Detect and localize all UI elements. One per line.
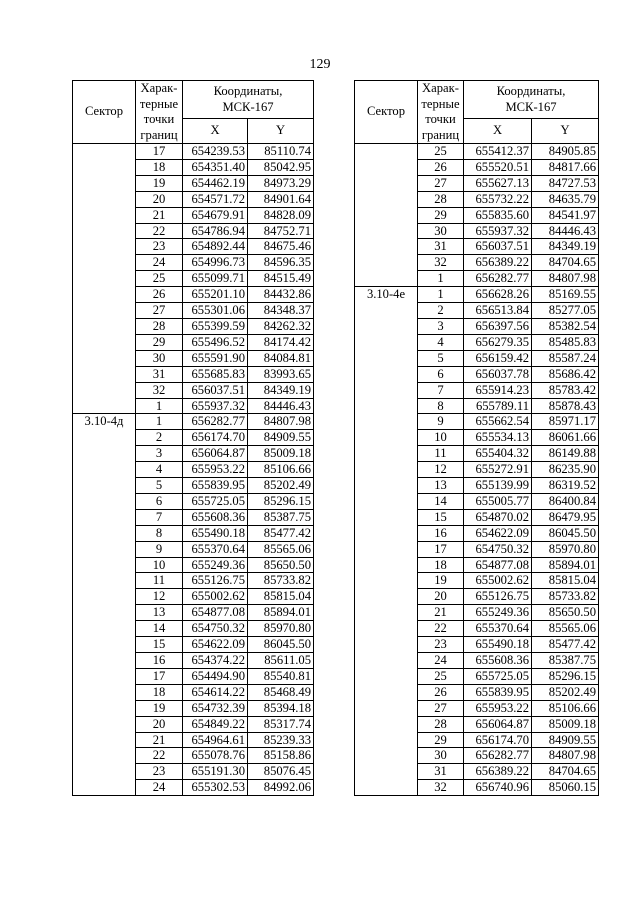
x-cell: 656389.22 [464, 764, 532, 780]
x-cell: 655608.36 [464, 653, 532, 669]
x-cell: 655520.51 [464, 159, 532, 175]
x-cell: 654849.22 [183, 716, 248, 732]
y-cell: 84817.66 [532, 159, 599, 175]
point-cell: 18 [136, 684, 183, 700]
x-cell: 654996.73 [183, 255, 248, 271]
point-cell: 14 [136, 621, 183, 637]
y-cell: 84727.53 [532, 175, 599, 191]
x-cell: 654351.40 [183, 159, 248, 175]
y-cell: 84348.37 [248, 303, 314, 319]
x-cell: 655139.99 [464, 478, 532, 494]
points-header: Харак- терные точки границ [136, 81, 183, 144]
x-cell: 655078.76 [183, 748, 248, 764]
point-cell: 7 [418, 382, 464, 398]
x-cell: 655732.22 [464, 191, 532, 207]
y-cell: 85565.06 [532, 621, 599, 637]
point-cell: 22 [136, 748, 183, 764]
y-cell: 84807.98 [532, 271, 599, 287]
point-cell: 4 [136, 462, 183, 478]
x-cell: 654622.09 [183, 637, 248, 653]
x-cell: 654750.32 [183, 621, 248, 637]
point-cell: 19 [418, 573, 464, 589]
sector-cell: 3.10-4е [355, 287, 418, 796]
x-cell: 655272.91 [464, 462, 532, 478]
y-header: Y [532, 119, 599, 144]
point-cell: 20 [136, 716, 183, 732]
x-cell: 655126.75 [183, 573, 248, 589]
y-cell: 84446.43 [248, 398, 314, 414]
y-cell: 84635.79 [532, 191, 599, 207]
x-cell: 655725.05 [183, 493, 248, 509]
point-cell: 1 [136, 398, 183, 414]
points-header: Харак- терные точки границ [418, 81, 464, 144]
x-cell: 654614.22 [183, 684, 248, 700]
y-cell: 84704.65 [532, 255, 599, 271]
point-cell: 28 [136, 318, 183, 334]
point-cell: 6 [418, 366, 464, 382]
coordinates-header: Координаты, МСК-167 [183, 81, 314, 119]
x-cell: 656064.87 [464, 716, 532, 732]
point-cell: 10 [418, 430, 464, 446]
x-cell: 655789.11 [464, 398, 532, 414]
point-cell: 15 [418, 509, 464, 525]
point-cell: 32 [418, 255, 464, 271]
y-cell: 84596.35 [248, 255, 314, 271]
x-cell: 655685.83 [183, 366, 248, 382]
table-row [355, 287, 599, 303]
x-cell: 655662.54 [464, 414, 532, 430]
point-cell: 12 [418, 462, 464, 478]
point-cell: 16 [418, 525, 464, 541]
x-cell: 655002.62 [183, 589, 248, 605]
x-cell: 655370.64 [464, 621, 532, 637]
y-cell: 86235.90 [532, 462, 599, 478]
y-cell: 85169.55 [532, 287, 599, 303]
y-cell: 85382.54 [532, 318, 599, 334]
point-cell: 12 [136, 589, 183, 605]
x-cell: 655399.59 [183, 318, 248, 334]
y-cell: 85733.82 [532, 589, 599, 605]
x-cell: 655608.36 [183, 509, 248, 525]
y-cell: 85394.18 [248, 700, 314, 716]
y-cell: 84704.65 [532, 764, 599, 780]
point-cell: 21 [136, 732, 183, 748]
point-cell: 18 [136, 159, 183, 175]
point-cell: 8 [136, 525, 183, 541]
point-cell: 29 [418, 732, 464, 748]
point-cell: 9 [136, 541, 183, 557]
y-cell: 84541.97 [532, 207, 599, 223]
y-cell: 85468.49 [248, 684, 314, 700]
x-cell: 656282.77 [464, 271, 532, 287]
y-cell: 84807.98 [532, 748, 599, 764]
x-cell: 655301.06 [183, 303, 248, 319]
y-cell: 84828.09 [248, 207, 314, 223]
y-cell: 84905.85 [532, 144, 599, 160]
x-cell: 654571.72 [183, 191, 248, 207]
y-cell: 85277.05 [532, 303, 599, 319]
x-cell: 654732.39 [183, 700, 248, 716]
point-cell: 28 [418, 191, 464, 207]
y-cell: 84174.42 [248, 334, 314, 350]
x-cell: 654462.19 [183, 175, 248, 191]
point-cell: 1 [136, 414, 183, 430]
y-cell: 85317.74 [248, 716, 314, 732]
y-cell: 85202.49 [248, 478, 314, 494]
x-cell: 655835.60 [464, 207, 532, 223]
point-cell: 7 [136, 509, 183, 525]
x-cell: 655302.53 [183, 780, 248, 796]
x-cell: 655490.18 [183, 525, 248, 541]
y-cell: 85971.17 [532, 414, 599, 430]
point-cell: 13 [136, 605, 183, 621]
x-cell: 655249.36 [183, 557, 248, 573]
x-cell: 654750.32 [464, 541, 532, 557]
x-cell: 654679.91 [183, 207, 248, 223]
x-cell: 656282.77 [464, 748, 532, 764]
y-cell: 84675.46 [248, 239, 314, 255]
point-cell: 2 [418, 303, 464, 319]
x-cell: 655914.23 [464, 382, 532, 398]
y-cell: 85076.45 [248, 764, 314, 780]
y-cell: 84446.43 [532, 223, 599, 239]
x-cell: 655099.71 [183, 271, 248, 287]
table-row [73, 414, 314, 430]
y-cell: 86061.66 [532, 430, 599, 446]
point-cell: 6 [136, 493, 183, 509]
point-cell: 25 [418, 668, 464, 684]
y-cell: 85587.24 [532, 350, 599, 366]
x-cell: 655953.22 [464, 700, 532, 716]
point-cell: 11 [418, 446, 464, 462]
x-cell: 655953.22 [183, 462, 248, 478]
y-cell: 83993.65 [248, 366, 314, 382]
y-cell: 85158.86 [248, 748, 314, 764]
y-cell: 85477.42 [248, 525, 314, 541]
x-cell: 654494.90 [183, 668, 248, 684]
coordinates-table-left [72, 80, 314, 796]
point-cell: 31 [418, 239, 464, 255]
y-cell: 85296.15 [248, 493, 314, 509]
point-cell: 24 [136, 255, 183, 271]
x-cell: 655191.30 [183, 764, 248, 780]
x-cell: 654870.02 [464, 509, 532, 525]
y-cell: 85733.82 [248, 573, 314, 589]
x-cell: 655370.64 [183, 541, 248, 557]
point-cell: 25 [418, 144, 464, 160]
point-cell: 29 [136, 334, 183, 350]
y-cell: 85042.95 [248, 159, 314, 175]
point-cell: 4 [418, 334, 464, 350]
point-cell: 15 [136, 637, 183, 653]
point-cell: 24 [136, 780, 183, 796]
y-cell: 85239.33 [248, 732, 314, 748]
x-cell: 655534.13 [464, 430, 532, 446]
x-cell: 655249.36 [464, 605, 532, 621]
y-cell: 85060.15 [532, 780, 599, 796]
point-cell: 2 [136, 430, 183, 446]
sector-cell: 3.10-4д [73, 414, 136, 796]
x-cell: 655005.77 [464, 493, 532, 509]
point-cell: 30 [136, 350, 183, 366]
point-cell: 23 [418, 637, 464, 653]
y-cell: 84973.29 [248, 175, 314, 191]
sector-cell [73, 144, 136, 414]
point-cell: 5 [136, 478, 183, 494]
y-cell: 84084.81 [248, 350, 314, 366]
point-cell: 30 [418, 748, 464, 764]
y-cell: 86400.84 [532, 493, 599, 509]
y-cell: 85477.42 [532, 637, 599, 653]
table-row [355, 144, 599, 160]
point-cell: 1 [418, 287, 464, 303]
x-cell: 654622.09 [464, 525, 532, 541]
point-cell: 9 [418, 414, 464, 430]
y-cell: 85009.18 [532, 716, 599, 732]
point-cell: 17 [418, 541, 464, 557]
y-cell: 85106.66 [248, 462, 314, 478]
point-cell: 5 [418, 350, 464, 366]
y-cell: 85650.50 [248, 557, 314, 573]
point-cell: 13 [418, 478, 464, 494]
x-cell: 655839.95 [464, 684, 532, 700]
point-cell: 27 [136, 303, 183, 319]
coordinates-header: Координаты, МСК-167 [464, 81, 599, 119]
x-cell: 655839.95 [183, 478, 248, 494]
x-cell: 656174.70 [464, 732, 532, 748]
x-cell: 655591.90 [183, 350, 248, 366]
x-cell: 655404.32 [464, 446, 532, 462]
y-cell: 84909.55 [532, 732, 599, 748]
point-cell: 18 [418, 557, 464, 573]
point-cell: 22 [418, 621, 464, 637]
y-cell: 84992.06 [248, 780, 314, 796]
point-cell: 23 [136, 239, 183, 255]
sector-cell [355, 144, 418, 287]
point-cell: 14 [418, 493, 464, 509]
y-cell: 85894.01 [248, 605, 314, 621]
point-cell: 27 [418, 175, 464, 191]
x-cell: 656037.51 [183, 382, 248, 398]
point-cell: 10 [136, 557, 183, 573]
point-cell: 29 [418, 207, 464, 223]
point-cell: 32 [136, 382, 183, 398]
x-cell: 655627.13 [464, 175, 532, 191]
y-cell: 85878.43 [532, 398, 599, 414]
x-cell: 655126.75 [464, 589, 532, 605]
y-cell: 84807.98 [248, 414, 314, 430]
y-cell: 84515.49 [248, 271, 314, 287]
x-cell: 656389.22 [464, 255, 532, 271]
point-cell: 21 [418, 605, 464, 621]
x-cell: 655412.37 [464, 144, 532, 160]
x-cell: 655496.52 [183, 334, 248, 350]
x-cell: 654877.08 [464, 557, 532, 573]
y-cell: 85686.42 [532, 366, 599, 382]
y-cell: 85296.15 [532, 668, 599, 684]
point-cell: 25 [136, 271, 183, 287]
point-cell: 22 [136, 223, 183, 239]
point-cell: 30 [418, 223, 464, 239]
point-cell: 16 [136, 653, 183, 669]
y-cell: 84432.86 [248, 287, 314, 303]
x-cell: 654892.44 [183, 239, 248, 255]
point-cell: 11 [136, 573, 183, 589]
x-header: X [464, 119, 532, 144]
x-cell: 654786.94 [183, 223, 248, 239]
point-cell: 26 [418, 684, 464, 700]
y-cell: 85970.80 [532, 541, 599, 557]
y-cell: 85815.04 [532, 573, 599, 589]
point-cell: 19 [136, 700, 183, 716]
y-cell: 85202.49 [532, 684, 599, 700]
x-cell: 656037.78 [464, 366, 532, 382]
point-cell: 31 [136, 366, 183, 382]
sector-header: Сектор [355, 81, 418, 144]
x-cell: 655725.05 [464, 668, 532, 684]
x-cell: 655490.18 [464, 637, 532, 653]
point-cell: 21 [136, 207, 183, 223]
x-cell: 656513.84 [464, 303, 532, 319]
x-header: X [183, 119, 248, 144]
right-table-body [355, 144, 599, 796]
point-cell: 3 [136, 446, 183, 462]
y-cell: 86045.50 [248, 637, 314, 653]
x-cell: 655937.32 [464, 223, 532, 239]
y-cell: 84349.19 [532, 239, 599, 255]
y-cell: 85894.01 [532, 557, 599, 573]
y-cell: 84349.19 [248, 382, 314, 398]
y-cell: 85110.74 [248, 144, 314, 160]
y-cell: 84901.64 [248, 191, 314, 207]
point-cell: 32 [418, 780, 464, 796]
table-row [73, 144, 314, 160]
point-cell: 20 [418, 589, 464, 605]
point-cell: 26 [136, 287, 183, 303]
point-cell: 17 [136, 144, 183, 160]
point-cell: 23 [136, 764, 183, 780]
y-cell: 85009.18 [248, 446, 314, 462]
left-table-body [73, 144, 314, 796]
x-cell: 655201.10 [183, 287, 248, 303]
x-cell: 656628.26 [464, 287, 532, 303]
y-header: Y [248, 119, 314, 144]
point-cell: 28 [418, 716, 464, 732]
y-cell: 86149.88 [532, 446, 599, 462]
y-cell: 86045.50 [532, 525, 599, 541]
y-cell: 85387.75 [532, 653, 599, 669]
y-cell: 85106.66 [532, 700, 599, 716]
x-cell: 654239.53 [183, 144, 248, 160]
point-cell: 26 [418, 159, 464, 175]
y-cell: 85387.75 [248, 509, 314, 525]
x-cell: 656064.87 [183, 446, 248, 462]
x-cell: 654877.08 [183, 605, 248, 621]
y-cell: 85611.05 [248, 653, 314, 669]
x-cell: 654374.22 [183, 653, 248, 669]
point-cell: 8 [418, 398, 464, 414]
x-cell: 656174.70 [183, 430, 248, 446]
x-cell: 656397.56 [464, 318, 532, 334]
x-cell: 655002.62 [464, 573, 532, 589]
y-cell: 85565.06 [248, 541, 314, 557]
point-cell: 31 [418, 764, 464, 780]
y-cell: 86319.52 [532, 478, 599, 494]
point-cell: 3 [418, 318, 464, 334]
y-cell: 84752.71 [248, 223, 314, 239]
y-cell: 84909.55 [248, 430, 314, 446]
x-cell: 656037.51 [464, 239, 532, 255]
point-cell: 1 [418, 271, 464, 287]
x-cell: 656740.96 [464, 780, 532, 796]
x-cell: 656279.35 [464, 334, 532, 350]
coordinates-table-right [354, 80, 599, 796]
y-cell: 85815.04 [248, 589, 314, 605]
x-cell: 654964.61 [183, 732, 248, 748]
y-cell: 85970.80 [248, 621, 314, 637]
point-cell: 24 [418, 653, 464, 669]
point-cell: 17 [136, 668, 183, 684]
point-cell: 27 [418, 700, 464, 716]
x-cell: 655937.32 [183, 398, 248, 414]
y-cell: 85783.42 [532, 382, 599, 398]
y-cell: 85650.50 [532, 605, 599, 621]
x-cell: 656159.42 [464, 350, 532, 366]
page-number: 129 [309, 57, 331, 72]
point-cell: 19 [136, 175, 183, 191]
y-cell: 86479.95 [532, 509, 599, 525]
y-cell: 84262.32 [248, 318, 314, 334]
sector-header: Сектор [73, 81, 136, 144]
y-cell: 85540.81 [248, 668, 314, 684]
x-cell: 656282.77 [183, 414, 248, 430]
y-cell: 85485.83 [532, 334, 599, 350]
point-cell: 20 [136, 191, 183, 207]
